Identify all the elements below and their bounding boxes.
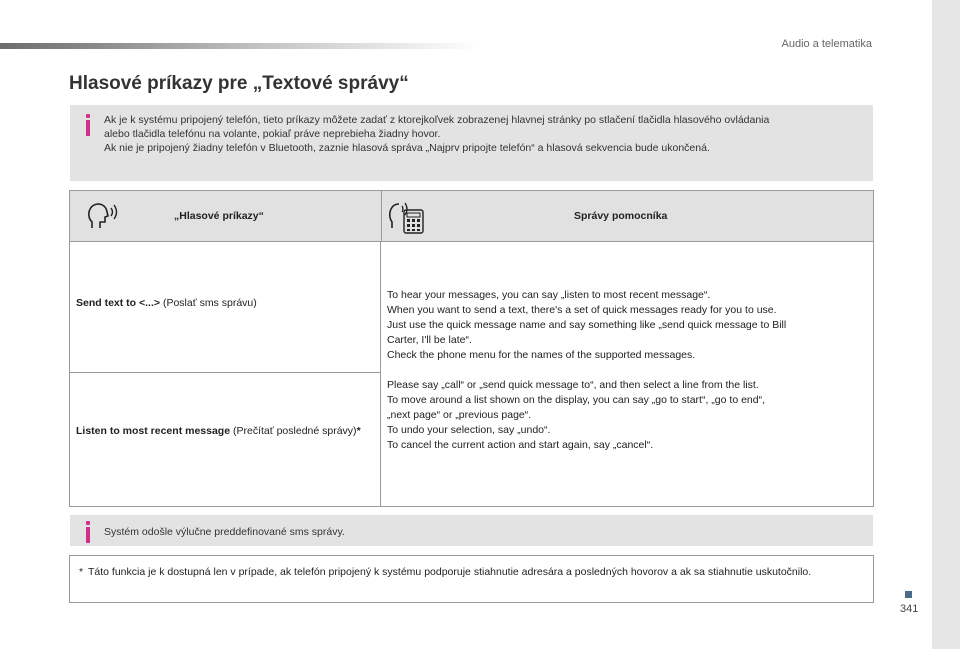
info-box	[70, 105, 873, 181]
voice-command-icon	[84, 198, 120, 234]
table-header	[70, 191, 873, 242]
header-commands-label: „Hlasové príkazy“	[174, 210, 264, 222]
help-line: „next page“ or „previous page“.	[387, 409, 532, 421]
table-body	[70, 242, 873, 506]
header-gradient-bar	[0, 43, 480, 49]
info-box-sms	[70, 515, 873, 546]
info-line: Ak nie je pripojený žiadny telefón v Bluetooth, zaznie hlasová správa „Najprv pripojte telefón“ a hlasová sekvencia bude ukončená.	[104, 142, 710, 154]
help-line: To move around a list shown on the display, you can say „go to start“, „go to end“,	[387, 394, 766, 406]
header-help-label: Správy pomocníka	[574, 210, 668, 222]
section-name: Audio a telematika	[781, 38, 872, 50]
info-text	[104, 113, 863, 155]
info-icon	[81, 521, 95, 543]
help-line: To cancel the current action and start again, say „cancel“.	[387, 439, 654, 451]
help-paragraph	[387, 378, 859, 453]
side-strip	[932, 0, 960, 649]
help-line: Check the phone menu for the names of the supported messages.	[387, 349, 696, 361]
voice-commands-table	[69, 190, 874, 507]
command-description: (Prečítať posledné správy)	[230, 425, 357, 437]
footnote-star: *	[79, 566, 84, 578]
page-marker	[905, 591, 912, 598]
footnote-text: Táto funkcia je k dostupná len v prípade, ak telefón pripojený k systému podporuje stiahnutie adresára a posledných hovorov a ak sa stiahnutie uskutočnilo.	[88, 566, 812, 578]
info-icon	[81, 114, 95, 136]
header-help	[382, 191, 873, 241]
command-cell-listen	[70, 373, 381, 506]
info-line: Ak je k systému pripojený telefón, tieto príkazy môžete zadať z ktorejkoľvek zobrazenej hlavnej stránky po stlačení tlačidla hlasového ovládania	[104, 114, 770, 126]
help-line: Just use the quick message name and say something like „send quick message to Bill	[387, 319, 787, 331]
header-commands	[70, 191, 382, 241]
help-messages-cell	[381, 242, 873, 506]
help-paragraph	[387, 288, 859, 363]
info-text: Systém odošle výlučne preddefinované sms správy.	[104, 526, 345, 538]
help-line: To undo your selection, say „undo“.	[387, 424, 551, 436]
footnote-star: *	[356, 425, 361, 437]
help-line: To hear your messages, you can say „listen to most recent message“.	[387, 289, 711, 301]
info-line: alebo tlačidla telefónu na volante, pokiaľ práve neprebieha žiadny hovor.	[104, 128, 441, 140]
help-line: Please say „call“ or „send quick message to“, and then select a line from the list.	[387, 379, 759, 391]
command-description: (Poslať sms správu)	[160, 297, 257, 309]
footnote-box	[69, 555, 874, 603]
voice-keypad-icon	[386, 198, 426, 234]
help-line: Carter, I'll be late“.	[387, 334, 472, 346]
page-title: Hlasové príkazy pre „Textové správy“	[69, 73, 409, 94]
help-line: When you want to send a text, there's a set of quick messages ready for you to use.	[387, 304, 777, 316]
command-name: Send text to <...>	[76, 297, 161, 309]
command-cell-send-text	[70, 242, 381, 373]
command-name: Listen to most recent message	[76, 425, 231, 437]
page-number: 341	[900, 603, 919, 615]
